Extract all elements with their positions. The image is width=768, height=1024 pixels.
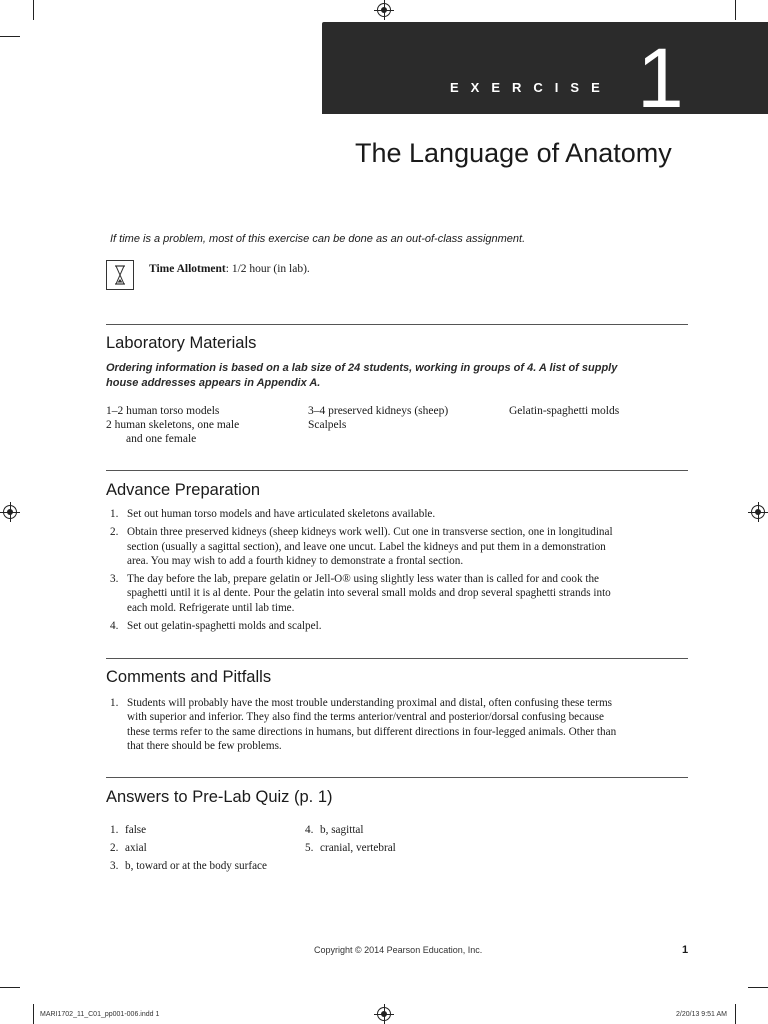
list-item: 4. Set out gelatin-spaghetti molds and scalpel.: [110, 620, 322, 633]
list-item: 2. Obtain three preserved kidneys (sheep kidneys work well). Cut one in transverse section, one in longitudinal section (usually a sagittal section), and leave one uncut. Label the kidneys and put them in a demonstration area. You may wish to add a fourth kidney to demonstrate a frontal section.: [110, 526, 613, 567]
material-item: 2 human skeletons, one male: [106, 419, 240, 431]
time-allotment-value: 1/2 hour (in lab).: [231, 263, 310, 275]
exercise-number: 1: [637, 31, 684, 125]
materials-column-3: [509, 404, 619, 418]
date-slug: 2/20/13 9:51 AM: [676, 1011, 727, 1018]
file-slug: MARI1702_11_C01_pp001-006.indd 1: [40, 1011, 160, 1018]
exercise-label: EXERCISE: [450, 80, 612, 95]
material-item: and one female: [126, 433, 197, 445]
ordering-note: Ordering information is based on a lab size of 24 students, working in groups of 4. A list of supply house addresses appears in Appendix A.: [106, 362, 618, 389]
answers-left-column: [106, 821, 267, 875]
crop-mark: [33, 0, 34, 20]
material-item: Gelatin-spaghetti molds: [509, 405, 620, 417]
crop-mark: [735, 1004, 736, 1024]
registration-mark-icon: [377, 3, 391, 17]
registration-mark-icon: [3, 505, 17, 519]
time-allotment-label: Time Allotment: [149, 263, 226, 275]
materials-column-1: [106, 404, 239, 446]
answer-item: 5. cranial, vertebral: [305, 842, 396, 854]
page-number: 1: [682, 944, 689, 956]
registration-mark-icon: [377, 1007, 391, 1021]
crop-mark: [735, 0, 736, 20]
list-item: 3. The day before the lab, prepare gelatin or Jell-O® using slightly less water than is called for and cook the spaghetti until it is al dente. Pour the gelatin into several small molds and drop several spaghetti strands into each mold. Refrigerate until lab time.: [110, 573, 611, 614]
section-heading-lab-materials: Laboratory Materials: [106, 334, 257, 352]
list-item: 1. Students will probably have the most trouble understanding proximal and distal, often confusing these terms with superior and inferior. They also find the terms anterior/ventral and posterior/dorsal confusing because these terms refer to the same directions in humans, but different directions in four-legged animals. Other than that there should be few problems.: [110, 697, 617, 752]
material-item: Scalpels: [308, 419, 347, 431]
section-divider: [106, 470, 688, 471]
answer-item: 3. b, toward or at the body surface: [110, 860, 267, 872]
time-allotment: Time Allotment: 1/2 hour (in lab).: [149, 263, 310, 275]
section-heading-advance-preparation: Advance Preparation: [106, 481, 261, 499]
material-item: 3–4 preserved kidneys (sheep): [308, 405, 449, 417]
intro-note: If time is a problem, most of this exercise can be done as an out-of-class assignment.: [110, 233, 526, 245]
section-heading-comments: Comments and Pitfalls: [106, 668, 272, 686]
crop-mark: [748, 987, 768, 988]
page-title: The Language of Anatomy: [355, 138, 672, 168]
advance-preparation-list: [106, 507, 626, 637]
section-heading-answers: Answers to Pre-Lab Quiz (p. 1): [106, 788, 333, 806]
crop-mark: [0, 36, 20, 37]
comments-list: [106, 696, 626, 757]
copyright-notice: Copyright © 2014 Pearson Education, Inc.: [314, 945, 483, 955]
exercise-banner: [322, 22, 768, 125]
crop-mark: [0, 987, 20, 988]
answers-right-column: [301, 821, 396, 857]
hourglass-icon: [106, 260, 134, 290]
registration-mark-icon: [751, 505, 765, 519]
section-divider: [106, 658, 688, 659]
crop-mark: [33, 1004, 34, 1024]
material-item: 1–2 human torso models: [106, 405, 220, 417]
answer-item: 4. b, sagittal: [305, 824, 364, 836]
answer-item: 1. false: [110, 824, 147, 836]
materials-column-2: [308, 404, 448, 432]
section-divider: [106, 777, 688, 778]
list-item: 1. Set out human torso models and have articulated skeletons available.: [110, 508, 436, 520]
section-divider: [106, 324, 688, 325]
answer-item: 2. axial: [110, 842, 147, 854]
